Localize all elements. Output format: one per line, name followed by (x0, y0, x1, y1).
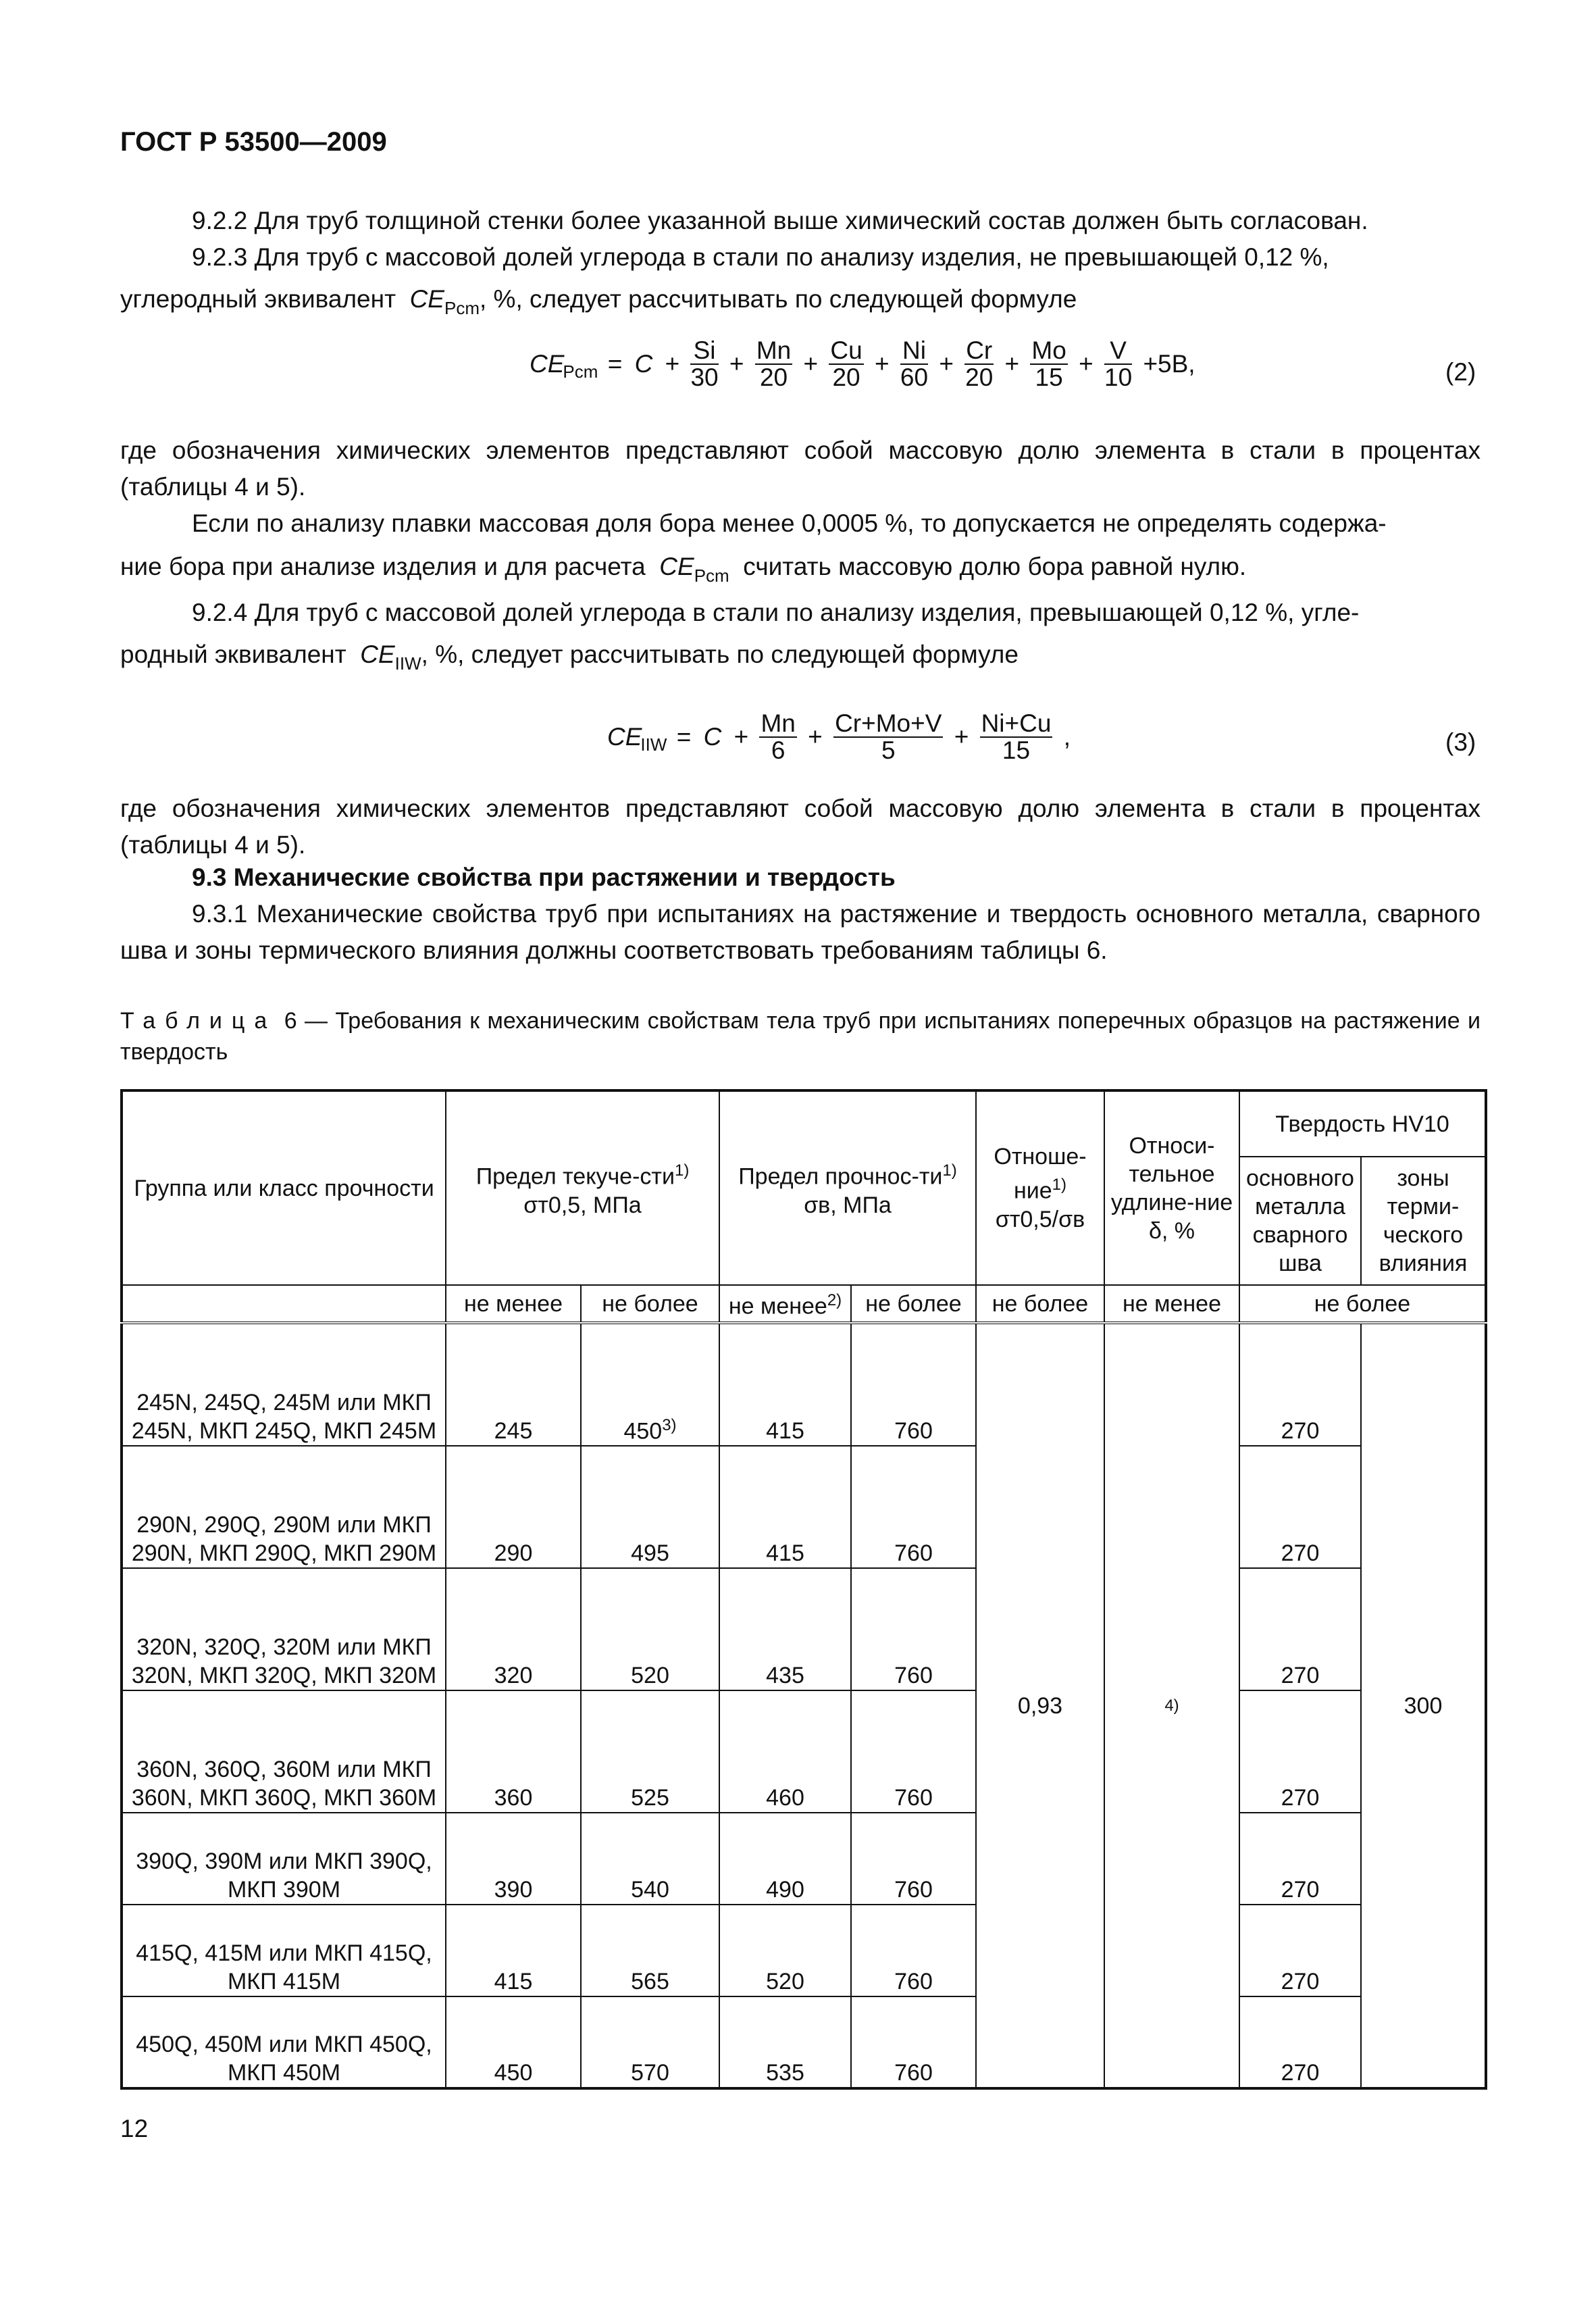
subheader-min-label: не менее (728, 1293, 827, 1319)
document-header: ГОСТ Р 53500—2009 (120, 127, 387, 157)
header-tensile-symbol: σв, МПа (804, 1192, 892, 1218)
header-elongation (1104, 1090, 1239, 1285)
subheader-min: не менее (446, 1285, 581, 1323)
symbol-subscript: Pcm (444, 298, 480, 318)
plus-sign: + (665, 350, 680, 378)
fraction-numerator: Mn (761, 709, 796, 737)
footnote-ref: 1) (674, 1161, 690, 1180)
header-ratio (976, 1090, 1104, 1285)
header-group: Группа или класс прочности (122, 1090, 446, 1285)
formula-2 (527, 338, 1198, 391)
plus-sign: + (803, 350, 819, 378)
formula-lhs: CE (530, 350, 565, 378)
table-6 (120, 1089, 1487, 2090)
formula-3 (604, 711, 1073, 763)
cell-elongation-note: 4) (1104, 1323, 1239, 2088)
table-row (122, 1813, 1486, 1905)
formula-equals: = (676, 723, 692, 751)
fraction (980, 711, 1053, 763)
formula-number: (3) (1445, 728, 1476, 756)
fraction-numerator: Cu (830, 336, 863, 364)
plus-sign: + (874, 350, 890, 378)
cell-group: 415Q, 415M или МКП 415Q, МКП 415M (122, 1905, 446, 1996)
header-haz: зоны терми-ческого влияния (1361, 1157, 1486, 1285)
cell-tensile-max: 760 (851, 1905, 976, 1996)
table-row (122, 1323, 1486, 1446)
table-row (122, 1446, 1486, 1568)
cell-hardness-base: 270 (1239, 1323, 1361, 1446)
cell-tensile-min: 415 (719, 1446, 851, 1568)
footnote-ref: 1) (942, 1161, 957, 1180)
header-ratio-symbol: σт0,5/σв (995, 1206, 1085, 1232)
table-row (122, 1568, 1486, 1690)
formula-tail: +5B, (1143, 350, 1195, 378)
fraction (1030, 338, 1067, 391)
plus-sign: + (733, 723, 749, 751)
plus-sign: + (1079, 350, 1093, 378)
fraction-numerator: Mo (1031, 336, 1066, 364)
symbol-subscript: Pcm (694, 565, 729, 586)
table-caption (120, 1005, 1481, 1067)
subheader-max: не более (581, 1285, 719, 1323)
cell-yield-max: 520 (581, 1568, 719, 1690)
plus-sign: + (939, 350, 954, 378)
cell-hardness-base: 270 (1239, 1690, 1361, 1813)
footnote-ref: 2) (827, 1291, 842, 1310)
cell-tensile-max: 760 (851, 1690, 976, 1813)
fraction (759, 711, 796, 763)
cell-tensile-max: 760 (851, 1568, 976, 1690)
subheader-empty (122, 1285, 446, 1323)
cell-hardness-base: 270 (1239, 1446, 1361, 1568)
cell-hardness-base: 270 (1239, 1568, 1361, 1690)
subheader-min: не менее (1104, 1285, 1239, 1323)
cell-group: 360N, 360Q, 360M или МКП 360N, МКП 360Q, МКП 360M (122, 1690, 446, 1813)
formula-lhs-subscript: Pcm (563, 361, 598, 382)
cell-yield-min: 290 (446, 1446, 581, 1568)
fraction-denominator: 6 (771, 736, 786, 764)
cell-yield-min: 450 (446, 1996, 581, 2088)
subheader-max: не более (1239, 1285, 1486, 1323)
text-fragment: ние бора при анализе изделия и для расчета (120, 553, 646, 580)
symbol-ce: CE (659, 553, 694, 580)
cell-group: 245N, 245Q, 245M или МКП 245N, МКП 245Q, МКП 245M (122, 1323, 446, 1446)
header-yield (446, 1090, 719, 1285)
caption-label: Таблица (120, 1008, 277, 1034)
formula-c: C (703, 723, 722, 751)
formula-tail: , (1063, 723, 1071, 751)
subheader-max: не более (976, 1285, 1104, 1323)
fraction-numerator: Cr (966, 336, 993, 364)
text-fragment: , %, следует рассчитывать по следующей формуле (479, 285, 1077, 313)
header-yield-symbol: σт0,5, МПа (523, 1192, 642, 1218)
cell-tensile-max: 760 (851, 1813, 976, 1905)
formula-equals: = (607, 350, 623, 378)
fraction (1104, 338, 1132, 391)
fraction (964, 338, 994, 391)
cell-yield-max (581, 1323, 719, 1446)
paragraph-9-2-3-line1: 9.2.3 Для труб с массовой долей углерода в стали по анализу изделия, не превышающей 0,12 %, (192, 243, 1329, 271)
cell-tensile-max: 760 (851, 1996, 976, 2088)
caption-text: 6 — Требования к механическим свойствам тела труб при испытаниях поперечных образцов на растяжение и твердость (120, 1008, 1481, 1065)
symbol-ce: CE (409, 285, 444, 313)
cell-yield-max: 525 (581, 1690, 719, 1813)
fraction (690, 338, 718, 391)
paragraph-9-2-4-line2 (120, 636, 1481, 682)
subheader-min (719, 1285, 851, 1323)
plus-sign: + (954, 723, 969, 751)
fraction-numerator: V (1104, 338, 1132, 365)
paragraph-boron-line1: Если по анализу плавки массовая доля бора менее 0,0005 %, то допускается не определять содержа- (192, 509, 1387, 537)
paragraph-9-2-3-line2 (120, 281, 1481, 326)
formula-number: (2) (1445, 358, 1476, 386)
header-elongation-symbol: δ, % (1148, 1217, 1195, 1244)
text-fragment: углеродный эквивалент (120, 285, 396, 313)
paragraph-where-1: где обозначения химических элементов представляют собой массовую долю элемента в стали в процентах (таблицы 4 и 5). (120, 436, 1481, 501)
cell-tensile-min: 490 (719, 1813, 851, 1905)
cell-value: 450 (623, 1418, 663, 1444)
cell-ratio: 0,93 (976, 1323, 1104, 2088)
fraction-denominator: 30 (690, 363, 719, 391)
fraction-numerator: Cr+Mo+V (835, 709, 942, 737)
fraction-denominator: 15 (1002, 736, 1031, 764)
cell-group: 290N, 290Q, 290M или МКП 290N, МКП 290Q, МКП 290M (122, 1446, 446, 1568)
cell-tensile-max: 760 (851, 1323, 976, 1446)
paragraph-9-3-1: 9.3.1 Механические свойства труб при испытаниях на растяжение и твердость основного металла, сварного шва и зоны термического влияния должны соответствовать требованиям таблицы 6. (120, 900, 1481, 964)
fraction-denominator: 20 (965, 363, 994, 391)
fraction-numerator: Ni+Cu (981, 709, 1052, 737)
fraction-denominator: 20 (832, 363, 860, 391)
footnote-ref: 1) (1052, 1176, 1067, 1194)
cell-yield-max: 540 (581, 1813, 719, 1905)
header-yield-label: Предел текуче-сти (475, 1163, 675, 1190)
text-fragment: считать массовую долю бора равной нулю. (743, 553, 1247, 580)
fraction (829, 338, 863, 391)
formula-c: C (634, 350, 653, 378)
cell-yield-min: 360 (446, 1690, 581, 1813)
fraction-denominator: 15 (1035, 363, 1063, 391)
cell-hardness-haz: 300 (1361, 1323, 1486, 2088)
fraction (755, 338, 792, 391)
header-base-metal: основного металла сварного шва (1239, 1157, 1361, 1285)
cell-yield-min: 415 (446, 1905, 581, 1996)
text-fragment: родный эквивалент (120, 640, 346, 668)
symbol-subscript: IIW (394, 653, 421, 674)
header-hardness: Твердость HV10 (1239, 1090, 1486, 1157)
fraction-numerator: Ni (900, 338, 928, 365)
cell-hardness-base: 270 (1239, 1996, 1361, 2088)
header-tensile-label: Предел прочнос-ти (738, 1163, 943, 1190)
fraction-numerator: Mn (756, 336, 792, 364)
cell-tensile-min: 520 (719, 1905, 851, 1996)
cell-yield-min: 390 (446, 1813, 581, 1905)
table-row (122, 1996, 1486, 2088)
formula-lhs: CE (607, 723, 642, 751)
fraction (900, 338, 928, 391)
formula-lhs-subscript: IIW (640, 734, 667, 755)
fraction-denominator: 20 (759, 363, 788, 391)
page-number: 12 (120, 2115, 149, 2142)
text-fragment: , %, следует рассчитывать по следующей формуле (421, 640, 1019, 668)
table-row (122, 1905, 1486, 1996)
cell-yield-max: 495 (581, 1446, 719, 1568)
cell-yield-max: 565 (581, 1905, 719, 1996)
fraction-denominator: 10 (1104, 363, 1133, 391)
symbol-ce: CE (360, 640, 395, 668)
cell-group: 450Q, 450M или МКП 450Q, МКП 450M (122, 1996, 446, 2088)
section-heading-9-3: 9.3 Механические свойства при растяжении и твердость (192, 863, 896, 891)
cell-tensile-min: 435 (719, 1568, 851, 1690)
plus-sign: + (808, 723, 823, 751)
fraction-numerator: Si (690, 338, 718, 365)
footnote-ref: 3) (662, 1415, 677, 1434)
fraction-denominator: 60 (900, 363, 929, 391)
fraction-denominator: 5 (881, 736, 896, 764)
paragraph-where-2: где обозначения химических элементов представляют собой массовую долю элемента в стали в процентах (таблицы 4 и 5). (120, 795, 1481, 859)
cell-tensile-min: 535 (719, 1996, 851, 2088)
cell-hardness-base: 270 (1239, 1905, 1361, 1996)
cell-tensile-max: 760 (851, 1446, 976, 1568)
cell-tensile-min: 415 (719, 1323, 851, 1446)
cell-group: 320N, 320Q, 320M или МКП 320N, МКП 320Q, МКП 320M (122, 1568, 446, 1690)
paragraph-boron-line2 (120, 549, 1481, 594)
cell-yield-min: 245 (446, 1323, 581, 1446)
paragraph-9-2-2: 9.2.2 Для труб толщиной стенки более указанной выше химический состав должен быть согласован. (192, 207, 1368, 234)
paragraph-9-2-4-line1: 9.2.4 Для труб с массовой долей углерода в стали по анализу изделия, превышающей 0,12 %, угле- (192, 599, 1360, 626)
table-row (122, 1690, 1486, 1813)
cell-hardness-base: 270 (1239, 1813, 1361, 1905)
fraction (833, 711, 943, 763)
subheader-max: не более (851, 1285, 976, 1323)
cell-yield-max: 570 (581, 1996, 719, 2088)
cell-tensile-min: 460 (719, 1690, 851, 1813)
header-ratio-label: Отноше-ние (994, 1144, 1087, 1204)
header-tensile (719, 1090, 976, 1285)
cell-yield-min: 320 (446, 1568, 581, 1690)
cell-group: 390Q, 390M или МКП 390Q, МКП 390M (122, 1813, 446, 1905)
plus-sign: + (1004, 350, 1020, 378)
header-elongation-label: Относи-тельное удлине-ние (1110, 1132, 1233, 1215)
plus-sign: + (729, 350, 744, 378)
